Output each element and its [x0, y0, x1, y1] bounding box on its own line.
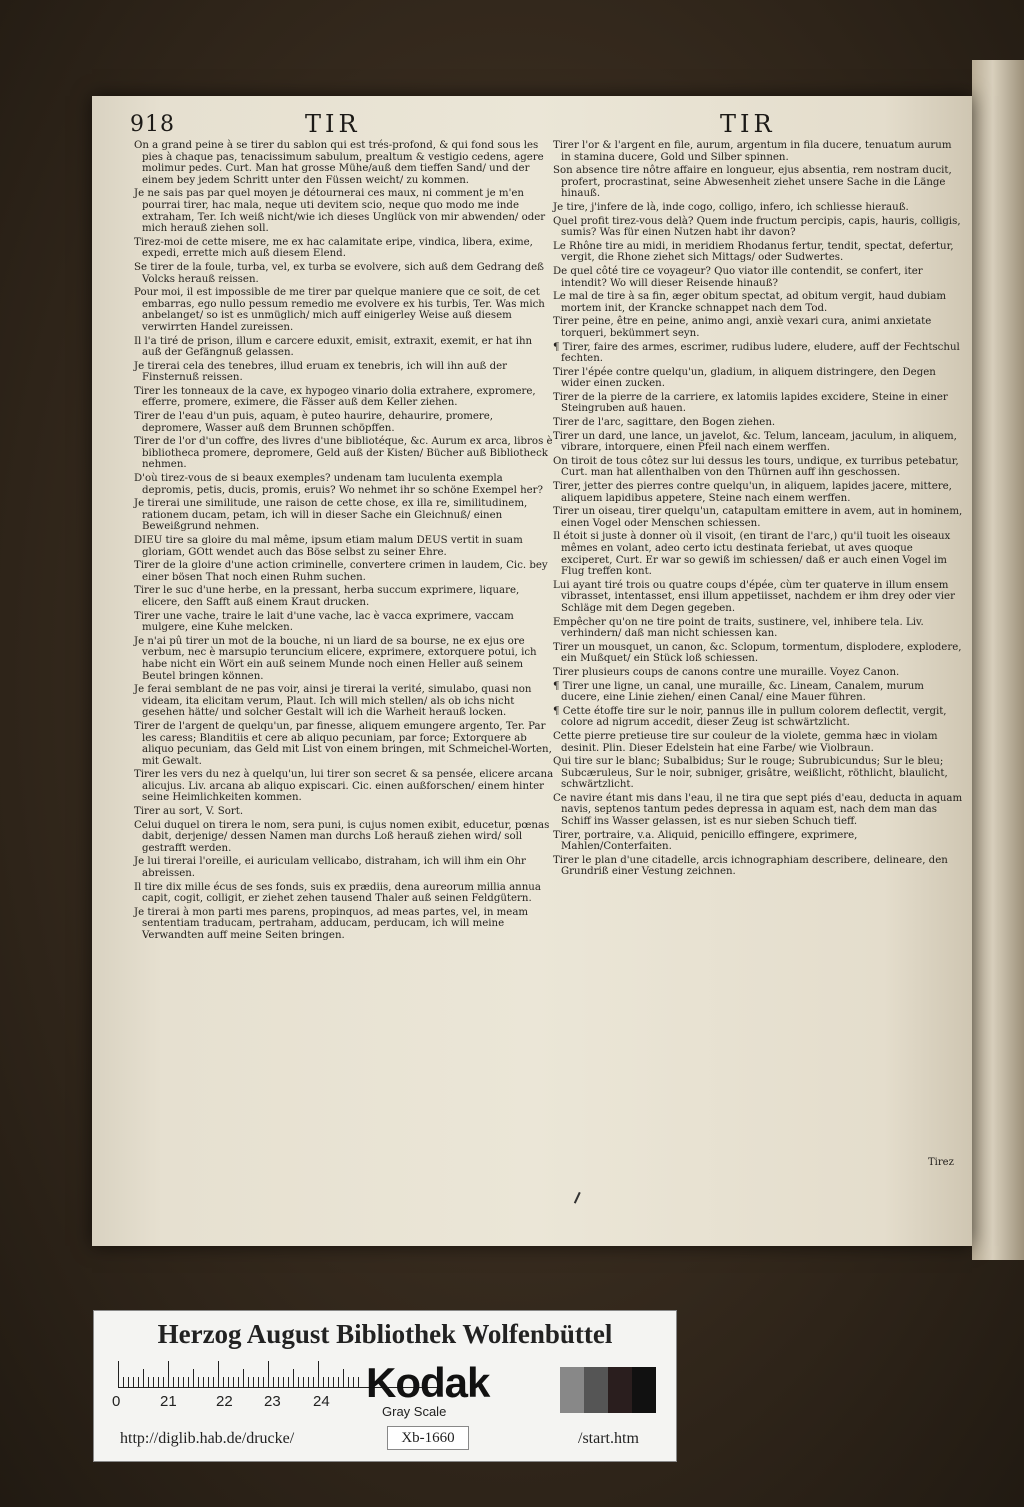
ruler-tick [173, 1377, 174, 1387]
ruler-tick [298, 1377, 299, 1387]
dictionary-entry: Tirer de l'argent de quelqu'un, par finesse, aliquem emungere argento, Ter. Par les caress; Blanditiis et cere ab aliquo pecuniam, par force; Extorquere ab aliquo pecuniam, das Geld mit List von einem bringen, mit Schmeichel-Worten, mit Gewalt. [134, 720, 552, 767]
ruler-label: 0 [112, 1393, 121, 1410]
dictionary-entry: Tirer, jetter des pierres contre quelqu'un, in aliquem, lapides jacere, mittere, aliquem lapidibus appetere, Steine nach einem werffen. [553, 481, 952, 504]
dictionary-entry: Tirez-moi de cette misere, me ex hac calamitate eripe, vindica, libera, exime, expedi, errette mich auß diesem Elend. [134, 236, 533, 260]
dictionary-entry: Cette pierre pretieuse tire sur couleur de la violete, gemma hæc in violam desinit. Plin. Dieser Edelstein hat eine Farbe/ wie Violbraun. [553, 730, 938, 754]
ruler-tick [278, 1377, 279, 1387]
right-column [553, 140, 963, 880]
running-head-left: TIR [305, 110, 361, 138]
ruler-tick [153, 1377, 154, 1387]
gray-patch [608, 1367, 632, 1413]
gray-patch [632, 1367, 656, 1413]
dictionary-entry: Tirer les vers du nez à quelqu'un, lui tirer son secret & sa pensée, elicere arcana alicujus. Liv. arcana ab aliquo expiscari. Cic. einen außforschen/ einem hinter seine Heimlichkeiten kommen. [134, 769, 554, 804]
adjacent-page-edge [972, 60, 1024, 1260]
ruler-tick [313, 1377, 314, 1387]
dictionary-entry: Tirer, portraire, v.a. Aliquid, penicillo effingere, exprimere, Mahlen/Conterfaiten. [553, 829, 858, 853]
ruler-tick [323, 1377, 324, 1387]
ruler-label: 21 [160, 1393, 177, 1410]
dictionary-entry: Empêcher qu'on ne tire point de traits, sustinere, vel, inhibere tela. Liv. verhindern/ daß man nicht schiessen kan. [553, 616, 924, 640]
dictionary-entry: Tirer peine, être en peine, animo angi, anxiè vexari cura, animi anxietate torqueri, bekümmert seyn. [553, 316, 932, 339]
dictionary-entry: Tirer le plan d'une citadelle, arcis ichnographiam describere, delineare, den Grundriß einer Vestung zeichnen. [553, 854, 948, 878]
kodak-logo: Kodak [366, 1359, 490, 1406]
dictionary-entry: Lui ayant tiré trois ou quatre coups d'épée, cùm ter quaterve in illum ensem vibrasset, intentasset, ensi illum appetiisset, nachdem er ihm drey oder vier Schläge mit dem Degen gegeben. [553, 579, 955, 614]
ruler-tick [193, 1369, 194, 1387]
ruler-tick [143, 1369, 144, 1387]
dictionary-entry: Il tire dix mille écus de ses fonds, suis ex prædiis, dena aureorum millia annua capit, cogit, colligit, er ziehet zehen tausend Thaler auß seinen Feldgütern. [134, 881, 541, 905]
ruler-tick [138, 1377, 139, 1387]
dictionary-entry: Quel profit tirez-vous delà? Quem inde fructum percipis, capis, hauris, colligis, sumis? Was für einen Nutzen habt ihr davon? [553, 215, 961, 239]
ruler-tick [163, 1377, 164, 1387]
shelfmark: Xb-1660 [387, 1426, 469, 1450]
dictionary-entry: Le Rhône tire au midi, in meridiem Rhodanus fertur, tendit, spectat, defertur, vergit, die Rhone ziehet sich Mittags/ oder Sudwertes. [553, 240, 954, 264]
dictionary-entry: Son absence tire nôtre affaire en longueur, ejus absentia, rem nostram ducit, profert, procrastinat, seine Abwesenheit ziehet unsere Sache in die Länge hinauß. [553, 165, 952, 200]
ruler-tick [318, 1361, 319, 1387]
ruler-tick [128, 1377, 129, 1387]
dictionary-entry: On a grand peine à se tirer du sablon qui est trés-profond, & qui fond sous les pies à chaque pas, tenacissimum sabulum, prealtum & vestigio cedens, agere molimur pedes. Curt. Man hat grosse Mühe/auß dem tieffen Sand/ und der einem bey jedem Schritt unter den Füssen weicht/ zu kommen. [134, 140, 544, 186]
dictionary-entry: ¶ Tirer une ligne, un canal, une muraille, &c. Lineam, Canalem, murum ducere, eine Linie ziehen/ einen Canal/ eine Mauer führen. [553, 680, 924, 704]
dictionary-entry: Se tirer de la foule, turba, vel, ex turba se evolvere, sich auß dem Gedrang deß Volcks herauß reissen. [134, 261, 544, 285]
dictionary-entry: ¶ Tirer, faire des armes, escrimer, rudibus ludere, eludere, auff der Fechtschul fechten. [553, 341, 960, 365]
dictionary-entry: Je tirerai une similitude, une raison de cette chose, ex illa re, similitudinem, rationem ducam, petam, ich will in dieser Sache ein Gleichnuß/ einen Beweißgrund nehmen. [134, 498, 528, 533]
ruler-tick [148, 1377, 149, 1387]
dictionary-entry: Je ne sais pas par quel moyen je détournerai ces maux, ni comment je m'en pourrai tirer, hac mala, neque uti devitem scio, neque quo modo me inde extraham, Ter. Ich weiß nicht/wie ich dieses Unglück von mir abwenden/ oder mich herauß ziehen soll. [134, 188, 546, 235]
dictionary-entry: Pour moi, il est impossible de me tirer par quelque maniere que ce soit, de cet embarras, ego nullo pessum remedio me evolvere ex his turbis, Ter. Was mich anbelanget/ so ist es unmüglich/ mich auff einigerley Weise auß diesem verwirrten Handel zureissen. [134, 287, 545, 333]
ruler-tick [303, 1377, 304, 1387]
library-target-card [93, 1310, 677, 1462]
dictionary-entry: Je ferai semblant de ne pas voir, ainsi je tirerai la verité, simulabo, quasi non videam, ita elicitam verum, Plaut. Ich will mich stellen/ als ob ichs nicht gesehen hätte/ und solcher Gestalt will ich die Warheit herauß locken. [134, 684, 532, 719]
library-name: Herzog August Bibliothek Wolfenbüttel [157, 1319, 613, 1349]
dictionary-entry: Ce navire étant mis dans l'eau, il ne tira que sept piés d'eau, deducta in aquam navis, septenos tantum pedes depressa in aquam est, nach dem man das Schiff ins Wasser gelassen, ist es nur sieben Schuch tieff. [553, 792, 963, 828]
ruler-tick [178, 1377, 179, 1387]
dictionary-entry: Tirer au sort, V. Sort. [134, 806, 244, 818]
ruler-tick [348, 1377, 349, 1387]
url-suffix: /start.htm [578, 1430, 639, 1447]
ruler-tick [158, 1377, 159, 1387]
ruler-tick [263, 1377, 264, 1387]
dictionary-entry: DIEU tire sa gloire du mal même, ipsum etiam malum DEUS vertit in suam gloriam, GOtt wendet auch das Böse selbst zu seiner Ehre. [134, 535, 523, 558]
dictionary-entry: Il étoit si juste à donner où il visoit, (en tirant de l'arc,) qu'il tuoit les oiseaux mêmes en volant, adeo certo ictu destinata feriebat, ut aves quoque exciperet, Curt. Er war so gewiß im schiessen/ daß er auch einen Vogel im Flug treffen kont. [553, 531, 951, 578]
dictionary-entry: Tirer l'épée contre quelqu'un, gladium, in aliquem distringere, den Degen wider einen zucken. [553, 366, 936, 390]
ruler-tick [123, 1377, 124, 1387]
ruler-tick [248, 1377, 249, 1387]
dictionary-entry: ¶ Cette étoffe tire sur le noir, pannus ille in pullum colorem deflectit, vergit, colore ad nigrum accedit, dieser Zeug ist schwärtzlicht. [553, 705, 947, 729]
ruler-tick [273, 1377, 274, 1387]
ruler-label: 22 [216, 1393, 233, 1410]
ruler-label: 24 [313, 1393, 330, 1410]
ruler-tick [198, 1377, 199, 1387]
ruler-tick [218, 1361, 219, 1387]
ruler-tick [238, 1377, 239, 1387]
dictionary-entry: De quel côté tire ce voyageur? Quo viator ille contendit, se confert, iter intendit? Wo will dieser Reisende hinauß? [553, 265, 923, 289]
ruler-tick [328, 1377, 329, 1387]
dictionary-entry: Tirer de la gloire d'une action criminelle, convertere crimen in laudem, Cic. bey einer bösen That noch einen Ruhm suchen. [134, 560, 548, 583]
ruler-label: 23 [264, 1393, 281, 1410]
ruler-tick [183, 1377, 184, 1387]
dictionary-entry: On tiroit de tous côtez sur lui dessus les tours, undique, ex turribus petebatur, Curt. man hat allenthalben von den Thürnen auff ihn geschossen. [553, 455, 959, 479]
dictionary-entry: Tirer de l'arc, sagittare, den Bogen ziehen. [553, 417, 776, 429]
dictionary-entry: Tirer les tonneaux de la cave, ex hypogeo vinario dolia extrahere, expromere, efferre, promere, eximere, die Fässer auß dem Keller ziehen. [134, 385, 536, 409]
dictionary-entry: Tirer un mousquet, un canon, &c. Sclopum, tormentum, displodere, explodere, ein Mußquet/ ein Stück loß schiessen. [553, 641, 962, 665]
ruler-tick [353, 1377, 354, 1387]
dictionary-entry: Tirer de l'eau d'un puis, aquam, è puteo haurire, dehaurire, promere, depromere, Wasser auß dem Brunnen schöpffen. [134, 411, 494, 434]
ruler-tick [203, 1377, 204, 1387]
dictionary-entry: Le mal de tire à sa fin, æger obitum spectat, ad obitum vergit, haud dubiam mortem init, der Krancke schnappet nach dem Tod. [553, 291, 947, 314]
ruler-tick [253, 1377, 254, 1387]
dictionary-entry: D'où tirez-vous de si beaux exemples? undenam tam luculenta exempla depromis, petis, ducis, promis, eruis? Wo nehmet ihr so schöne Exempel her? [134, 473, 543, 496]
dictionary-entry: Je tirerai à mon parti mes parens, propinquos, ad meas partes, vel, in meam sententiam traducam, pertraham, adducam, perducam, ich will meine Verwandten auff meine Seiten bringen. [134, 906, 529, 941]
dictionary-entry: Je tire, j'infere de là, inde cogo, colligo, infero, ich schliesse hierauß. [553, 201, 909, 213]
ruler-tick [308, 1377, 309, 1387]
ruler-tick [293, 1369, 294, 1387]
ruler-tick [168, 1361, 169, 1387]
dictionary-entry: Je tirerai cela des tenebres, illud eruam ex tenebris, ich will ihn auß der Finsternuß reissen. [134, 360, 508, 384]
dictionary-entry: Tirer un oiseau, tirer quelqu'un, catapultam emittere in avem, aut in hominem, einen Vogel oder Menschen schiessen. [553, 506, 963, 529]
ruler-tick [243, 1369, 244, 1387]
ruler-tick [343, 1369, 344, 1387]
dictionary-entry: Je lui tirerai l'oreille, ei auriculam vellicabo, distraham, ich will ihm ein Ohr abreissen. [134, 856, 526, 880]
ruler-tick [133, 1377, 134, 1387]
gray-patch [584, 1367, 608, 1413]
ruler-tick [338, 1377, 339, 1387]
page-number: 918 [130, 112, 175, 137]
dictionary-entry: Tirer un dard, une lance, un javelot, &c. Telum, lanceam, jaculum, in aliquem, vibrare, intorquere, einen Pfeil nach einem werffen. [553, 430, 957, 454]
dictionary-entry: Tirer de l'or d'un coffre, des livres d'une bibliotéque, &c. Aurum ex arca, libros è bibliotheca promere, depromere, Geld auß der Kisten/ Bücher auß Bibliotheck nehmen. [134, 436, 553, 471]
dictionary-entry: Il l'a tiré de prison, illum e carcere eduxit, emisit, extraxit, exemit, er hat ihn auß der Gefängnuß gelassen. [134, 335, 533, 359]
dictionary-entry: Qui tire sur le blanc; Subalbidus; Sur le rouge; Subrubicundus; Sur le bleu; Subcæruleus, Sur le noir, subniger, grisâtre, weißlicht, röthlicht, blaulicht, schwärtzlicht. [553, 756, 948, 791]
ruler-tick [228, 1377, 229, 1387]
ruler-tick [258, 1377, 259, 1387]
catchword: Tirez [928, 1157, 954, 1168]
left-column [134, 140, 554, 944]
gray-patch [560, 1367, 584, 1413]
dictionary-entry: Je n'ai pû tirer un mot de la bouche, ni un liard de sa bourse, ne ex ejus ore verbum, nec è marsupio teruncium elicere, exprimere, extorquere potui, ich habe nicht ein Wört ein auß seinem Munde noch einen Heller auß seinem Beutel bringen können. [134, 635, 537, 682]
ruler-tick [223, 1377, 224, 1387]
ruler-tick [118, 1361, 119, 1387]
ruler-tick [208, 1377, 209, 1387]
running-head-right: TIR [720, 110, 776, 138]
ruler-tick [288, 1377, 289, 1387]
gray-scale-label: Gray Scale [382, 1404, 447, 1419]
ruler-tick [358, 1377, 359, 1387]
ruler-tick [333, 1377, 334, 1387]
url-prefix: http://diglib.hab.de/drucke/ [120, 1430, 295, 1447]
dictionary-entry: Celui duquel on tirera le nom, sera puni, is cujus nomen exibit, educetur, pœnas dabit, derjenige/ dessen Namen man durchs Loß herauß ziehen wird/ soll gestrafft werden. [134, 819, 550, 854]
ruler-tick [233, 1377, 234, 1387]
dictionary-entry: Tirer une vache, traire le lait d'une vache, lac è vacca exprimere, vaccam mulgere, eine Kuhe melcken. [134, 610, 514, 634]
dictionary-entry: Tirer plusieurs coups de canons contre une muraille. Voyez Canon. [553, 666, 900, 678]
dictionary-entry: Tirer de la pierre de la carriere, ex latomiis lapides excidere, Steine in einer Steingruben auß hauen. [553, 391, 948, 415]
dictionary-entry: Tirer l'or & l'argent en file, aurum, argentum in fila ducere, tenuatum aurum in stamina ducere, Gold und Silber spinnen. [553, 140, 952, 163]
ruler-tick [283, 1377, 284, 1387]
ruler-tick [268, 1361, 269, 1387]
ruler-tick [213, 1377, 214, 1387]
dictionary-entry: Tirer le suc d'une herbe, en la pressant, herba succum exprimere, liquare, elicere, den Safft auß einem Kraut drucken. [134, 585, 520, 608]
ruler-tick [188, 1377, 189, 1387]
